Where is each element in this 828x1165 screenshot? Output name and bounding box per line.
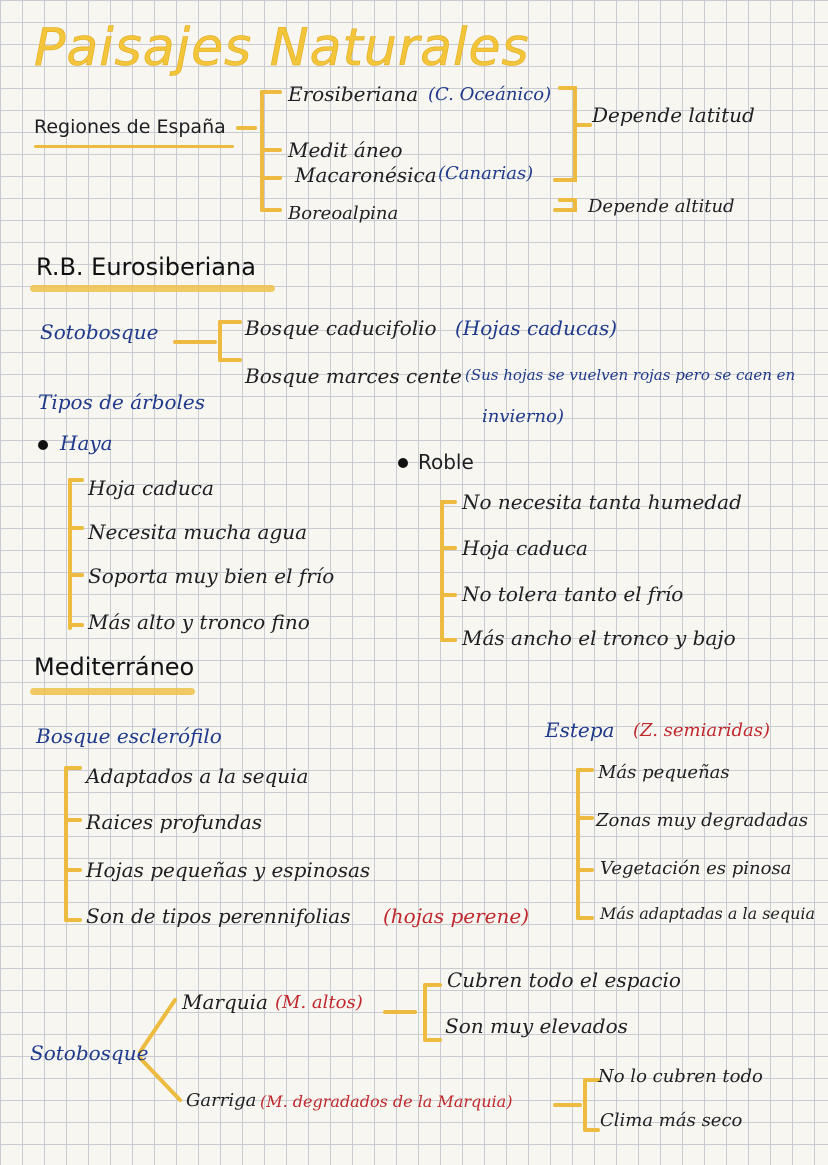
regiones-underline — [34, 145, 234, 148]
marquia-item: Son muy elevados — [445, 1014, 628, 1038]
med-heading: Mediterráneo — [34, 653, 195, 681]
roble-item: No necesita tanta humedad — [462, 490, 742, 514]
rb-heading: R.B. Eurosiberiana — [36, 253, 256, 281]
region-note-oceanico: (C. Oceánico) — [428, 84, 552, 105]
marquia-label: Marquia — [182, 990, 268, 1014]
haya-item: Hoja caduca — [88, 476, 214, 500]
garriga-item: No lo cubren todo — [598, 1066, 763, 1087]
esclerofilo-item: Son de tipos perennifolias — [86, 904, 351, 928]
haya-label: Haya — [60, 431, 113, 455]
bosque-caducifolio-note: (Hojas caducas) — [455, 316, 618, 340]
estepa-item: Más adaptadas a la sequia — [600, 904, 816, 923]
med-heading-underline — [30, 688, 195, 695]
haya-bullet — [38, 440, 48, 450]
page-title: Paisajes Naturales — [34, 18, 530, 78]
bosque-caducifolio: Bosque caducifolio — [245, 316, 437, 340]
roble-item: Más ancho el tronco y bajo — [462, 626, 736, 650]
rb-tipos-arboles: Tipos de árboles — [38, 390, 206, 414]
esclerofilo-item: Adaptados a la sequia — [86, 764, 309, 788]
bosque-marcescente: Bosque marces cente — [245, 364, 462, 388]
med-sotobosque: Sotobosque — [30, 1041, 149, 1065]
region-boreoalpina: Boreoalpina — [288, 203, 399, 224]
estepa-item: Vegetación es pinosa — [600, 858, 792, 879]
garriga-label: Garriga — [186, 1090, 257, 1111]
region-mediterraneo: Medit áneo — [288, 138, 403, 162]
roble-item: Hoja caduca — [462, 536, 588, 560]
haya-item: Soporta muy bien el frío — [88, 564, 335, 588]
estepa-note: (Z. semiaridas) — [633, 720, 770, 741]
bosque-marcescente-note-a: (Sus hojas se vuelven rojas pero se caen en — [465, 366, 796, 384]
marquia-note: (M. altos) — [275, 992, 363, 1013]
garriga-note: (M. degradados de la Marquia) — [260, 1092, 513, 1111]
roble-bullet — [398, 458, 408, 468]
bosque-esclerofilo-label: Bosque esclerófilo — [36, 724, 222, 748]
depende-latitud: Depende latitud — [592, 103, 755, 127]
haya-item: Necesita mucha agua — [88, 520, 308, 544]
estepa-item: Zonas muy degradadas — [596, 810, 808, 831]
haya-item: Más alto y tronco fino — [88, 610, 310, 634]
marquia-item: Cubren todo el espacio — [447, 968, 681, 992]
roble-item: No tolera tanto el frío — [462, 582, 684, 606]
esclerofilo-item: Hojas pequeñas y espinosas — [86, 858, 371, 882]
depende-altitud: Depende altitud — [588, 196, 735, 217]
regiones-label: Regiones de España — [34, 116, 226, 138]
region-note-canarias: (Canarias) — [438, 163, 534, 184]
region-macaronesica: Macaronésica — [295, 163, 437, 187]
estepa-label: Estepa — [545, 718, 615, 742]
roble-label: Roble — [418, 450, 474, 474]
garriga-item: Clima más seco — [600, 1110, 743, 1131]
estepa-item: Más pequeñas — [598, 762, 730, 783]
rb-sotobosque: Sotobosque — [40, 320, 159, 344]
bosque-marcescente-note-b: invierno) — [482, 406, 564, 427]
esclerofilo-item: Raices profundas — [86, 810, 263, 834]
region-erosiberiana: Erosiberiana — [288, 82, 419, 106]
esclerofilo-note: (hojas perene) — [383, 904, 530, 928]
rb-heading-underline — [30, 285, 275, 292]
